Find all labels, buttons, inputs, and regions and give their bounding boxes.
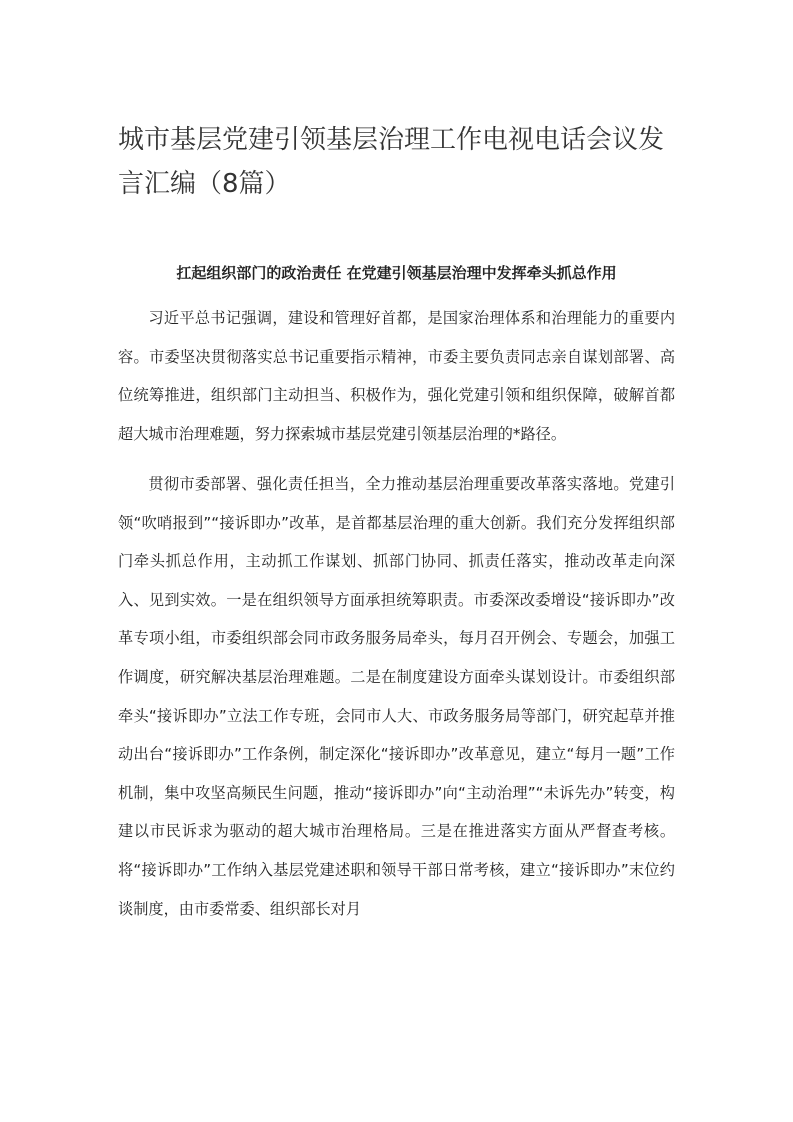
- document-title: 城市基层党建引领基层治理工作电视电话会议发言汇编（8篇）: [118, 125, 665, 199]
- body-paragraph-2: 贯彻市委部署、强化责任担当，全力推动基层治理重要改革落实落地。党建引领“吹哨报到”“接诉即办”改革，是首都基层治理的重大创新。我们充分发挥组织部门牵头抓总作用，主动抓工作谋划、抓部门协同、抓责任落实，推动改革走向深入、见到实效。一是在组织领导方面承担统筹职责。市委深改委增设“接诉即办”改革专项小组，市委组织部会同市政务服务局牵头，每月召开例会、专题会，加强工作调度，研究解决基层治理难题。二是在制度建设方面牵头谋划设计。市委组织部牵头“接诉即办”立法工作专班，会同市人大、市政务服务局等部门，研究起草并推动出台“接诉即办”工作条例，制定深化“接诉即办”改革意见，建立“每月一题”工作机制，集中攻坚高频民生问题，推动“接诉即办”向“主动治理”“未诉先办”转变，构建以市民诉求为驱动的超大城市治理格局。三是在推进落实方面从严督查考核。将“接诉即办”工作纳入基层党建述职和领导干部日常考核，建立“接诉即办”末位约谈制度，由市委常委、组织部长对月: [118, 475, 675, 918]
- section-heading: 扛起组织部门的政治责任 在党建引领基层治理中发挥牵头抓总作用: [176, 264, 617, 282]
- body-paragraph-1: 习近平总书记强调，建设和管理好首都，是国家治理体系和治理能力的重要内容。市委坚决贯彻落实总书记重要指示精神，市委主要负责同志亲自谋划部署、高位统筹推进，组织部门主动担当、积极作为，强化党建引领和组织保障，破解首都超大城市治理难题，努力探索城市基层党建引领基层治理的*路径。: [118, 309, 675, 443]
